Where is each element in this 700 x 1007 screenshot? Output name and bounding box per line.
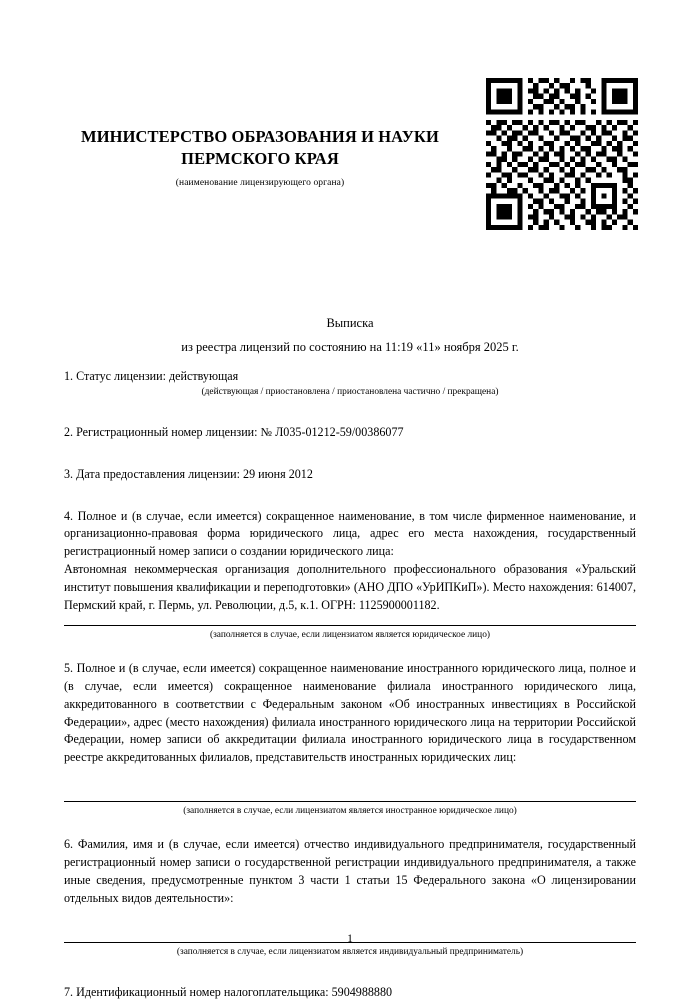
license-status <box>64 368 636 400</box>
taxpayer-identification-number <box>64 984 636 1002</box>
legal-entity-name-value: Автономная некоммерческая организация дополнительного профессионального образования «Уральский институт повышения квалификации и переподготовки» (АНО ДПО «УрИПКиП»). Место нахождения: 614007, Пермский край, г. Пермь, ул. Революции, д.5, к.1. ОГРН: 1125900001182. <box>64 562 636 613</box>
licensing-authority-caption: (наименование лицензирующего органа) <box>175 177 345 188</box>
foreign-legal-entity-name-text: 5. Полное и (в случае, если имеется) сокращенное наименование иностранного юридического лица, полное и (в случае, если имеется) сокращенное наименование филиала иностранного юридического лица, аккредитованного в соответствии с Федеральным законом «Об иностранных инвестициях в Российской Федерации», адрес (место нахождения) филиала иностранного юридического лица на территории Российской Федерации, номер записи об аккредитации филиала иностранного юридического лица в государственном реестре аккредитованных филиалов, представительств иностранных юридических лиц: <box>64 660 636 765</box>
document-header <box>40 126 480 188</box>
fill-in-area <box>64 767 636 791</box>
license-registration-number-text: 2. Регистрационный номер лицензии: № Л035-01212-59/00386077 <box>64 424 404 439</box>
license-issue-date <box>64 466 636 484</box>
document-body <box>64 368 636 1007</box>
document-title-line2: из реестра лицензий по состоянию на 11:19 «11» ноября 2025 г. <box>181 339 519 354</box>
divider <box>64 625 636 626</box>
license-registration-number <box>64 424 636 442</box>
document-title-line1: Выписка <box>326 316 374 330</box>
qr-code-icon <box>486 78 638 230</box>
legal-entity-name-note: (заполняется в случае, если лицензиатом является юридическое лицо) <box>209 629 490 640</box>
licensing-authority-name: МИНИСТЕРСТВО ОБРАЗОВАНИЯ И НАУКИ ПЕРМСКОГО КРАЯ <box>81 127 439 169</box>
license-issue-date-text: 3. Дата предоставления лицензии: 29 июня 2012 <box>64 466 313 481</box>
taxpayer-identification-number-text: 7. Идентификационный номер налогоплательщика: 5904988880 <box>64 984 393 999</box>
legal-entity-name-text: 4. Полное и (в случае, если имеется) сокращенное наименование, в том числе фирменное наименование, и организационно-правовая форма юридического лица, адрес его места нахождения, государственный регистрационный номер записи о создании юридического лица: <box>64 508 636 559</box>
foreign-legal-entity-name <box>64 660 636 819</box>
fill-in-area <box>64 908 636 932</box>
page-title <box>0 312 700 360</box>
foreign-legal-entity-name-note: (заполняется в случае, если лицензиатом является иностранное юридическое лицо) <box>183 806 517 817</box>
individual-entrepreneur-info-text: 6. Фамилия, имя и (в случае, если имеется) отчество индивидуального предпринимателя, государственный регистрационный номер записи о государственной регистрации индивидуального предпринимателя, а также иные сведения, предусмотренные пунктом 3 части 1 статьи 15 Федерального закона «О лицензировании отдельных видов деятельности»: <box>64 837 636 905</box>
legal-entity-name <box>64 508 636 643</box>
license-status-note: (действующая / приостановлена / приостановлена частично / прекращена) <box>201 386 499 397</box>
divider <box>64 801 636 802</box>
page-number: 1 <box>347 933 353 945</box>
license-status-text: 1. Статус лицензии: действующая <box>64 369 239 383</box>
individual-entrepreneur-info-note: (заполняется в случае, если лицензиатом является индивидуальный предприниматель) <box>176 946 524 957</box>
